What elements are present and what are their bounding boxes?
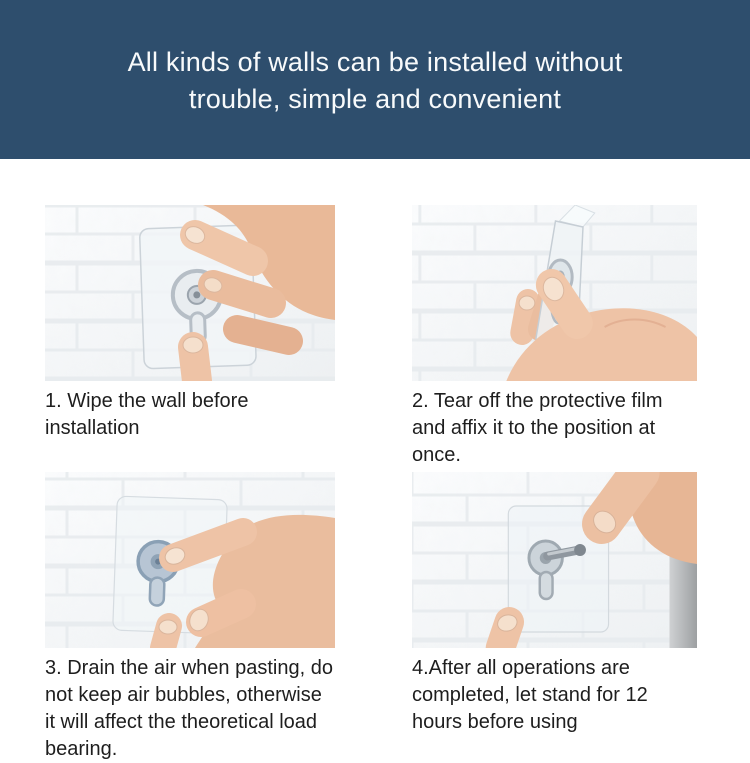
step-2-caption: 2. Tear off the protective film and affix it to the position at once.: [412, 390, 663, 466]
header-banner: [0, 0, 750, 159]
step-2: [412, 205, 697, 469]
step-4-photo: [412, 472, 697, 648]
step-1-photo: [45, 205, 335, 381]
step-4: [412, 472, 697, 763]
step-3: [45, 472, 335, 763]
page-title: [128, 42, 623, 118]
page-title-line-2: trouble, simple and convenient: [188, 83, 562, 114]
steps-grid: [45, 205, 697, 763]
step-3-caption: 3. Drain the air when pasting, do not keep air bubbles, otherwise it will affect the theoretical load bearing.: [45, 657, 333, 760]
step-4-caption: 4.After all operations are completed, let stand for 12 hours before using: [412, 657, 648, 733]
page-title-line-1: All kinds of walls can be installed without: [127, 46, 623, 77]
step-3-photo: [45, 472, 335, 648]
step-2-photo: [412, 205, 697, 381]
step-1-caption: 1. Wipe the wall before installation: [45, 390, 249, 439]
step-1: [45, 205, 335, 469]
